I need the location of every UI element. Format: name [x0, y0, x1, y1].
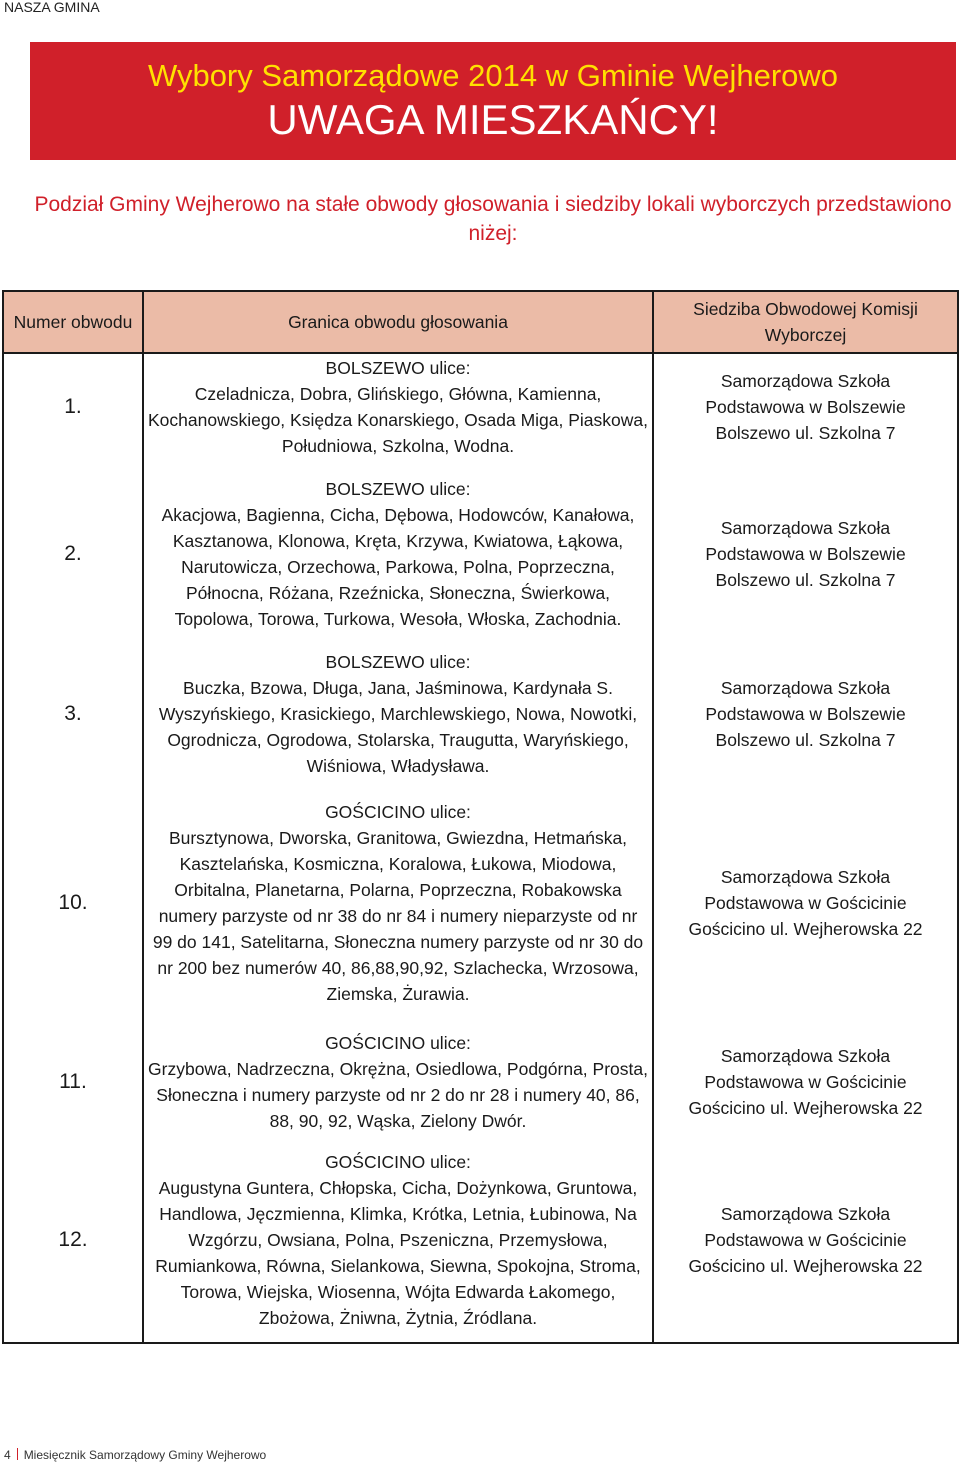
seat-line: Gościcino ul. Wejherowska 22 — [688, 919, 923, 939]
seat-line: Samorządowa Szkoła — [720, 518, 891, 538]
header-number: Numer obwodu — [3, 291, 143, 353]
locality-title: BOLSZEWO ulice: — [325, 479, 471, 499]
table-header-row — [3, 291, 958, 353]
table-row — [3, 1027, 958, 1137]
seat-line: Gościcino ul. Wejherowska 22 — [688, 1098, 923, 1118]
commission-seat — [653, 779, 958, 1027]
district-boundary — [143, 649, 653, 779]
street-list: Grzybowa, Nadrzeczna, Okrężna, Osiedlowa, Podgórna, Prosta, Słoneczna i numery parzyste od nr 2 do nr 28 i numery 40, 86, 88, 90, 92, Wąska, Zielony Dwór. — [148, 1059, 648, 1131]
locality-title: GOŚCICINO ulice: — [325, 1033, 471, 1053]
seat-line: Podstawowa w Bolszewie — [705, 396, 906, 417]
page-number: 4 — [4, 1448, 11, 1462]
commission-seat — [653, 459, 958, 649]
seat-line: Samorządowa Szkoła — [720, 370, 891, 391]
banner-headline: UWAGA MIESZKAŃCY! — [267, 96, 719, 143]
locality-title: GOŚCICINO ulice: — [325, 1151, 471, 1172]
locality-title: BOLSZEWO ulice: — [325, 357, 471, 378]
district-number: 10. — [3, 779, 143, 1027]
intro-text: Podział Gminy Wejherowo na stałe obwody głosowania i siedziby lokali wyborczych przedstawiono niżej: — [34, 193, 952, 245]
table-row — [3, 649, 958, 779]
district-boundary — [143, 779, 653, 1027]
seat-line: Podstawowa w Bolszewie — [705, 544, 906, 564]
street-list: Czeladnicza, Dobra, Glińskiego, Główna, Kamienna, Kochanowskiego, Księdza Konarskiego, Osada Miga, Piaskowa, Południowa, Szkolna, Wodna. — [148, 383, 648, 456]
street-list: Bursztynowa, Dworska, Granitowa, Gwiezdna, Hetmańska, Kasztelańska, Kosmiczna, Koralowa, Łukowa, Miodowa, Orbitalna, Planetarna, Polarna, Poprzeczna, Robakowska numery parzyste od nr 38 do nr 84 i numery nieparzyste od nr 99 do 141, Satelitarna, Słoneczna numery parzyste od nr 30 do nr 200 bez numerów 40, 86,88,90,92, Szlachecka, Wrzosowa, Ziemska, Żurawia. — [152, 828, 644, 1004]
commission-seat — [653, 649, 958, 779]
district-boundary — [143, 1137, 653, 1343]
district-boundary — [143, 353, 653, 459]
commission-seat — [653, 1137, 958, 1343]
district-number: 1. — [3, 353, 143, 459]
seat-line: Samorządowa Szkoła — [720, 1046, 891, 1066]
seat-line: Gościcino ul. Wejherowska 22 — [688, 1255, 923, 1276]
table-row — [3, 459, 958, 649]
street-list: Buczka, Bzowa, Długa, Jana, Jaśminowa, Kardynała S. Wyszyńskiego, Krasickiego, Marchlewskiego, Nowa, Nowotki, Ogrodnicza, Ogrodowa, Stolarska, Traugutta, Waryńskiego, Wiśniowa, Władysława. — [158, 678, 638, 776]
seat-line: Samorządowa Szkoła — [720, 678, 891, 698]
table-row — [3, 353, 958, 459]
district-number: 3. — [3, 649, 143, 779]
district-number: 11. — [3, 1027, 143, 1137]
table-row — [3, 1137, 958, 1343]
polling-districts-table — [2, 290, 959, 1344]
page-footer — [4, 1448, 266, 1462]
publication-name: Miesięcznik Samorządowy Gminy Wejherowo — [23, 1448, 267, 1462]
district-number: 12. — [3, 1137, 143, 1343]
commission-seat — [653, 353, 958, 459]
street-list: Akacjowa, Bagienna, Cicha, Dębowa, Hodowców, Kanałowa, Kasztanowa, Klonowa, Kręta, Krzywa, Kwiatowa, Łąkowa, Narutowicza, Orzechowa, Parkowa, Polna, Poprzeczna, Północna, Różana, Rzeźnicka, Słoneczna, Świerkowa, Topolowa, Torowa, Turkowa, Wesoła, Włoska, Zachodnia. — [161, 505, 635, 629]
seat-line: Samorządowa Szkoła — [720, 867, 891, 887]
locality-title: BOLSZEWO ulice: — [325, 652, 471, 672]
seat-line: Podstawowa w Gościcinie — [704, 893, 907, 913]
seat-line: Bolszewo ul. Szkolna 7 — [715, 730, 896, 750]
header-seat: Siedziba Obwodowej Komisji Wyborczej — [653, 291, 958, 353]
seat-line: Podstawowa w Gościcinie — [704, 1229, 907, 1250]
section-label: NASZA GMINA — [4, 0, 100, 15]
commission-seat — [653, 1027, 958, 1137]
header-boundary: Granica obwodu głosowania — [143, 291, 653, 353]
district-number: 2. — [3, 459, 143, 649]
seat-line: Podstawowa w Bolszewie — [705, 704, 906, 724]
banner-title: Wybory Samorządowe 2014 w Gminie Wejherowo — [147, 58, 839, 93]
street-list: Augustyna Guntera, Chłopska, Cicha, Dożynkowa, Gruntowa, Handlowa, Jęczmienna, Klimka, Krótka, Letnia, Łubinowa, Na Wzgórzu, Owsiana, Polna, Pszeniczna, Przemysłowa, Rumiankowa, Równa, Sielankowa, Siewna, Spokojna, Stroma, Torowa, Wiejska, Wiosenna, Wójta Edwarda Łakomego, Zbożowa, Żniwna, Żytnia, Źródlana. — [155, 1177, 641, 1328]
locality-title: GOŚCICINO ulice: — [325, 802, 471, 822]
title-banner — [30, 42, 956, 160]
seat-line: Samorządowa Szkoła — [720, 1203, 891, 1224]
district-boundary — [143, 459, 653, 649]
footer-divider — [17, 1448, 18, 1460]
table-row — [3, 779, 958, 1027]
seat-line: Bolszewo ul. Szkolna 7 — [715, 422, 896, 443]
district-boundary — [143, 1027, 653, 1137]
seat-line: Bolszewo ul. Szkolna 7 — [715, 570, 896, 590]
seat-line: Podstawowa w Gościcinie — [704, 1072, 907, 1092]
